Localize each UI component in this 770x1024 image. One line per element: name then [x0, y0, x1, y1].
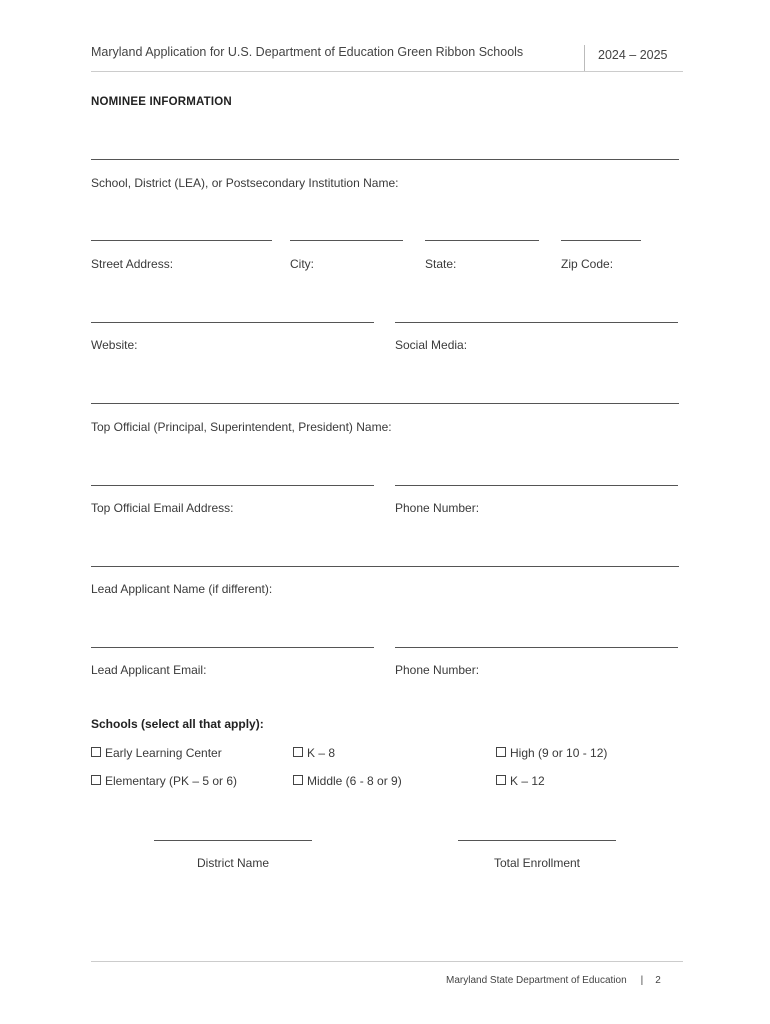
district-name-line[interactable] [154, 840, 312, 841]
checkbox-icon[interactable] [91, 747, 101, 757]
district-name-label: District Name [196, 856, 269, 870]
footer-org: Maryland State Department of Education [446, 975, 627, 986]
lead-applicant-email-label: Lead Applicant Email: [91, 663, 207, 677]
option-elementary[interactable]: Elementary (PK – 5 or 6) [91, 774, 237, 788]
page-number: 2 [655, 975, 661, 986]
option-early-learning-center[interactable]: Early Learning Center [91, 746, 222, 760]
top-official-name-line[interactable] [91, 403, 679, 404]
website-line[interactable] [91, 322, 374, 323]
option-high[interactable]: High (9 or 10 - 12) [496, 746, 607, 760]
city-line[interactable] [290, 240, 403, 241]
institution-name-label: School, District (LEA), or Postsecondary Institution Name: [91, 176, 399, 190]
lead-applicant-name-label: Lead Applicant Name (if different): [91, 582, 273, 596]
header-divider [584, 45, 585, 71]
top-official-email-label: Top Official Email Address: [91, 501, 234, 515]
city-label: City: [290, 257, 314, 271]
checkbox-icon[interactable] [496, 775, 506, 785]
zip-code-label: Zip Code: [561, 257, 614, 271]
state-label: State: [425, 257, 457, 271]
zip-code-line[interactable] [561, 240, 641, 241]
footer-divider: | [640, 975, 644, 986]
option-middle[interactable]: Middle (6 - 8 or 9) [293, 774, 402, 788]
checkbox-icon[interactable] [496, 747, 506, 757]
website-label: Website: [91, 338, 138, 352]
page-footer [446, 975, 661, 986]
state-line[interactable] [425, 240, 539, 241]
total-enrollment-line[interactable] [458, 840, 616, 841]
document-year: 2024 – 2025 [598, 48, 668, 62]
footer-rule [91, 961, 683, 962]
lead-applicant-phone-line[interactable] [395, 647, 678, 648]
social-media-line[interactable] [395, 322, 678, 323]
lead-applicant-email-line[interactable] [91, 647, 374, 648]
lead-applicant-name-line[interactable] [91, 566, 679, 567]
checkbox-icon[interactable] [293, 747, 303, 757]
checkbox-icon[interactable] [91, 775, 101, 785]
top-official-phone-label: Phone Number: [395, 501, 480, 515]
social-media-label: Social Media: [395, 338, 468, 352]
top-official-email-line[interactable] [91, 485, 374, 486]
option-k-8[interactable]: K – 8 [293, 746, 335, 760]
street-address-label: Street Address: [91, 257, 174, 271]
top-official-phone-line[interactable] [395, 485, 678, 486]
lead-applicant-phone-label: Phone Number: [395, 663, 480, 677]
section-title: NOMINEE INFORMATION [91, 96, 232, 108]
top-official-name-label: Top Official (Principal, Superintendent, President) Name: [91, 420, 392, 434]
document-header-title: Maryland Application for U.S. Department of Education Green Ribbon Schools [91, 45, 524, 59]
institution-name-line[interactable] [91, 159, 679, 160]
schools-heading: Schools (select all that apply): [91, 717, 264, 731]
option-k-12[interactable]: K – 12 [496, 774, 545, 788]
total-enrollment-label: Total Enrollment [493, 856, 581, 870]
checkbox-icon[interactable] [293, 775, 303, 785]
street-address-line[interactable] [91, 240, 272, 241]
header-rule [91, 71, 683, 72]
